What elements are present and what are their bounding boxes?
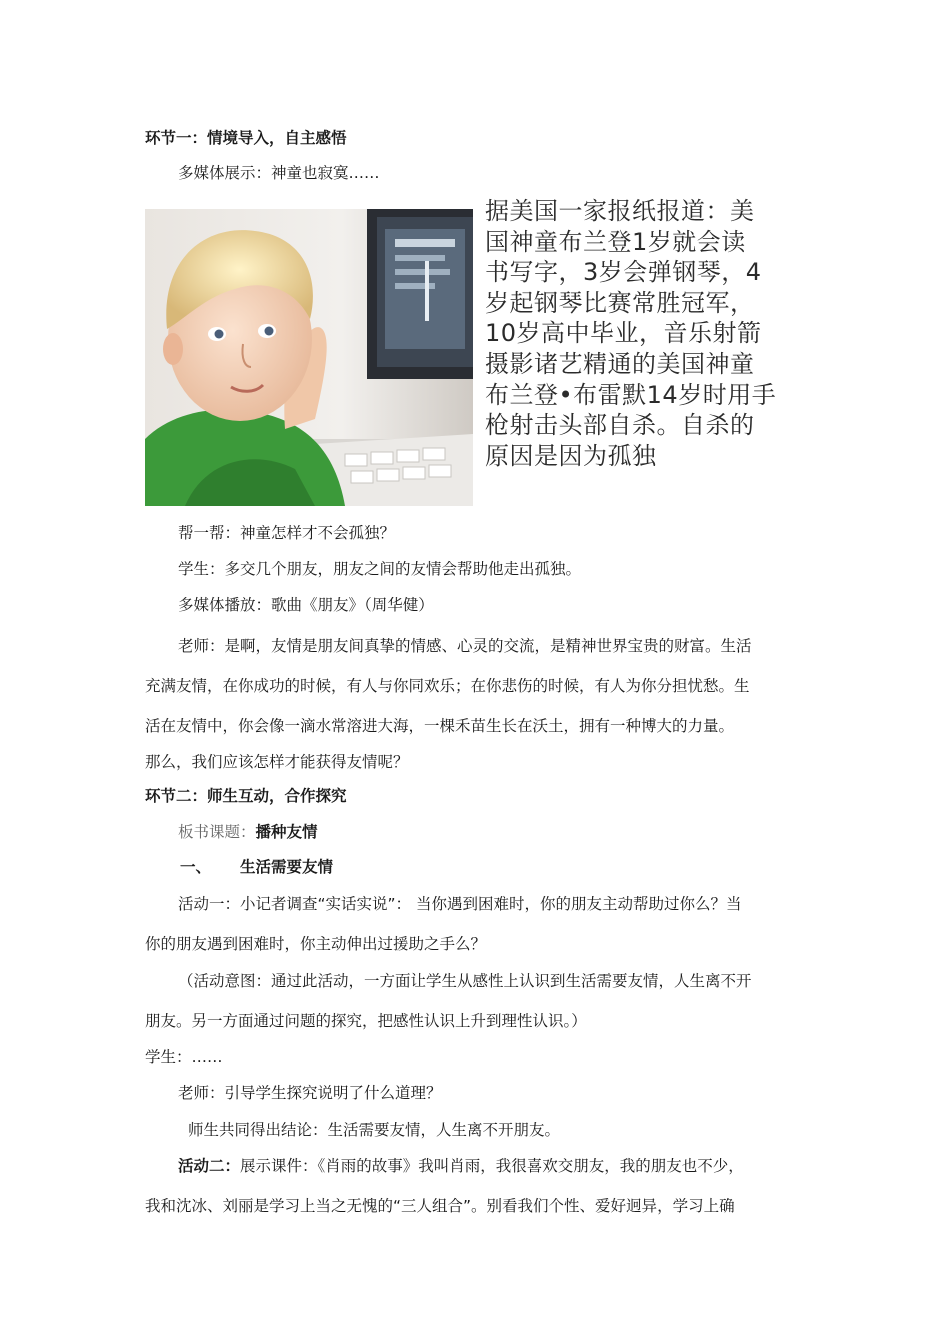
activity2-text: 展示课件：《肖雨的故事》我叫肖雨，我很喜欢交朋友，我的朋友也不少， (240, 1157, 744, 1175)
activity1-line: 活动一：小记者调查“实话实说”： 当你遇到困难时，你的朋友主动帮助过你么？当 (178, 895, 742, 913)
media-play-line: 多媒体播放：歌曲《朋友》（周华健） (178, 596, 434, 614)
question-line: 那么，我们应该怎样才能获得友情呢？ (145, 753, 409, 771)
teacher-paragraph-line: 充满友情，在你成功的时候，有人与你同欢乐；在你悲伤的时候，有人为你分担忧愁。生 (145, 677, 750, 695)
news-figure (145, 193, 795, 506)
section-heading-2: 环节二：师生互动，合作探究 (145, 787, 347, 805)
caption-line: 枪射击头部自杀。自杀的 (485, 411, 755, 440)
subsection-title: 生活需要友情 (240, 858, 334, 876)
caption-line: 书写字，3岁会弹钢琴，4 (485, 258, 762, 287)
caption-line: 国神童布兰登1岁就会读 (485, 227, 746, 256)
section-heading-1: 环节一：情境导入，自主感悟 (145, 129, 347, 147)
intent-line: （活动意图：通过此活动，一方面让学生从感性上认识到生活需要友情，人生离不开 (178, 972, 752, 990)
teacher-paragraph-line: 活在友情中，你会像一滴水常溶进大海，一棵禾苗生长在沃土，拥有一种博大的力量。 (145, 717, 735, 735)
teacher-paragraph-line: 老师：是啊，友情是朋友间真挚的情感、心灵的交流，是精神世界宝贵的财富。生活 (178, 637, 752, 655)
student-answer: 学生：多交几个朋友，朋友之间的友情会帮助他走出孤独。 (178, 560, 582, 578)
caption-line: 摄影诸艺精通的美国神童 (485, 349, 755, 378)
conclusion-line: 师生共同得出结论：生活需要友情，人生离不开朋友。 (188, 1121, 561, 1139)
intent-line: 朋友。另一方面通过问题的探究，把感性认识上升到理性认识。） (145, 1012, 587, 1030)
board-title-line (178, 822, 318, 842)
caption-line: 据美国一家报纸报道：美 (485, 197, 755, 225)
child-computer-photo (145, 209, 473, 506)
media-show-line: 多媒体展示：神童也寂寞…… (178, 164, 380, 182)
subsection-number: 一、 (180, 858, 212, 876)
caption-line: 岁起钢琴比赛常胜冠军， (485, 288, 755, 317)
caption-line: 原因是因为孤独 (485, 441, 657, 470)
board-title: 播种友情 (255, 823, 318, 841)
student-line: 学生：…… (145, 1048, 223, 1066)
activity1-line: 你的朋友遇到困难时，你主动伸出过援助之手么？ (145, 935, 487, 953)
activity2-label: 活动二： (178, 1157, 241, 1175)
board-label: 板书课题： (178, 823, 256, 841)
help-question: 帮一帮：神童怎样才不会孤独？ (178, 524, 396, 542)
teacher-line: 老师：引导学生探究说明了什么道理？ (178, 1084, 442, 1102)
caption-line: 10岁高中毕业，音乐射箭 (485, 319, 762, 348)
caption-line: 布兰登•布雷默14岁时用手 (485, 380, 777, 409)
activity2-line: 我和沈冰、刘丽是学习上当之无愧的“三人组合”。别看我们个性、爱好迥异，学习上确 (145, 1197, 735, 1215)
news-caption (485, 196, 800, 471)
activity2-line (178, 1156, 744, 1176)
